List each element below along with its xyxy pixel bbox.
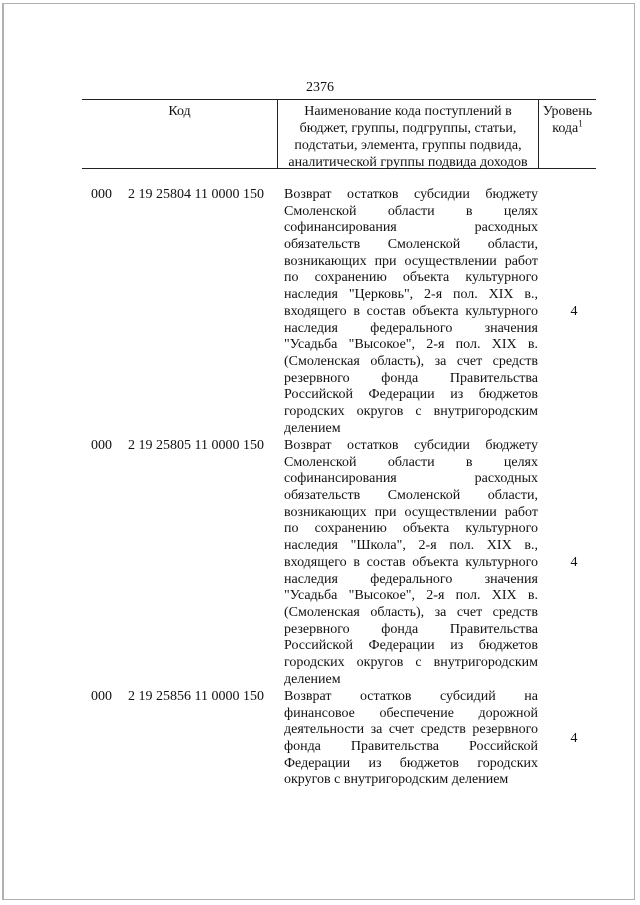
header-level-line: Уровень	[542, 104, 593, 119]
header-level-line	[539, 120, 596, 137]
description-line: возникающих при осуществлении работ	[284, 504, 538, 520]
description-line: наследия "Школа", 2-я пол. XIX в.,	[284, 538, 538, 554]
row-level: 4	[570, 555, 578, 570]
description-line: "Усадьба "Высокое", 2-я пол. XIX в.	[284, 588, 538, 604]
description-line: Возврат остатков субсидии бюджету	[284, 187, 538, 202]
row-code: 2 19 25804 11 0000 150	[128, 187, 264, 202]
description-line: "Усадьба "Высокое", 2-я пол. XIX в.	[284, 337, 538, 353]
description-line: софинансирования расходных	[284, 471, 538, 487]
description-line: Федерации из бюджетов городских	[284, 755, 538, 771]
description-line: городских округов с внутригородским	[284, 403, 538, 419]
description-line: делением	[284, 420, 341, 436]
table-header	[82, 99, 596, 169]
description-line: резервного фонда Правительства	[284, 370, 538, 386]
row-code: 2 19 25856 11 0000 150	[128, 689, 264, 704]
header-name-line: подстатьи, элемента, группы подвида,	[294, 138, 522, 153]
description-line: (Смоленская область), за счет средств	[284, 353, 538, 369]
row-description	[284, 689, 538, 789]
row-code: 2 19 25805 11 0000 150	[128, 438, 264, 453]
footnote-mark: 1	[578, 118, 583, 129]
description-line: входящего в состав объекта культурного	[284, 554, 538, 570]
description-line: Российской Федерации из бюджетов	[284, 387, 538, 403]
header-name-line: бюджет, группы, подгруппы, статьи,	[299, 121, 517, 136]
header-code: Код	[82, 100, 278, 168]
description-line: по сохранению объекта культурного	[284, 270, 538, 286]
description-line: фонда Правительства Российской	[284, 739, 538, 755]
row-description	[284, 438, 538, 688]
description-line: наследия федерального значения	[284, 320, 538, 336]
description-line: обязательств Смоленской области,	[284, 237, 538, 253]
row-level: 4	[570, 731, 578, 746]
description-line: Возврат остатков субсидии бюджету	[284, 438, 538, 453]
header-name-line: аналитической группы подвида доходов	[288, 155, 528, 170]
description-line: Российской Федерации из бюджетов	[284, 638, 538, 654]
description-line: обязательств Смоленской области,	[284, 488, 538, 504]
header-level	[539, 100, 596, 168]
description-line: Смоленской области в целях	[284, 203, 538, 219]
description-line: возникающих при осуществлении работ	[284, 253, 538, 269]
page-number: 2376	[306, 80, 334, 95]
row-description	[284, 187, 538, 437]
row-level: 4	[570, 304, 578, 319]
row-prefix: 000	[91, 187, 112, 202]
description-line: делением	[284, 671, 341, 687]
row-prefix: 000	[91, 438, 112, 453]
description-line: Смоленской области в целях	[284, 454, 538, 470]
description-line: резервного фонда Правительства	[284, 621, 538, 637]
description-line: городских округов с внутригородским	[284, 654, 538, 670]
description-line: финансовое обеспечение дорожной	[284, 705, 538, 721]
description-line: софинансирования расходных	[284, 220, 538, 236]
row-prefix: 000	[91, 689, 112, 704]
description-line: входящего в состав объекта культурного	[284, 303, 538, 319]
description-line: округов с внутригородским делением	[284, 772, 509, 788]
description-line: наследия "Церковь", 2-я пол. XIX в.,	[284, 287, 538, 303]
description-line: по сохранению объекта культурного	[284, 521, 538, 537]
description-line: деятельности за счет средств резервного	[284, 722, 538, 738]
header-level-word: кода	[552, 121, 579, 136]
description-line: наследия федерального значения	[284, 571, 538, 587]
description-line: (Смоленская область), за счет средств	[284, 604, 538, 620]
header-name-line: Наименование кода поступлений в	[304, 104, 512, 119]
description-line: Возврат остатков субсидий на	[284, 689, 538, 704]
header-name	[278, 100, 539, 168]
